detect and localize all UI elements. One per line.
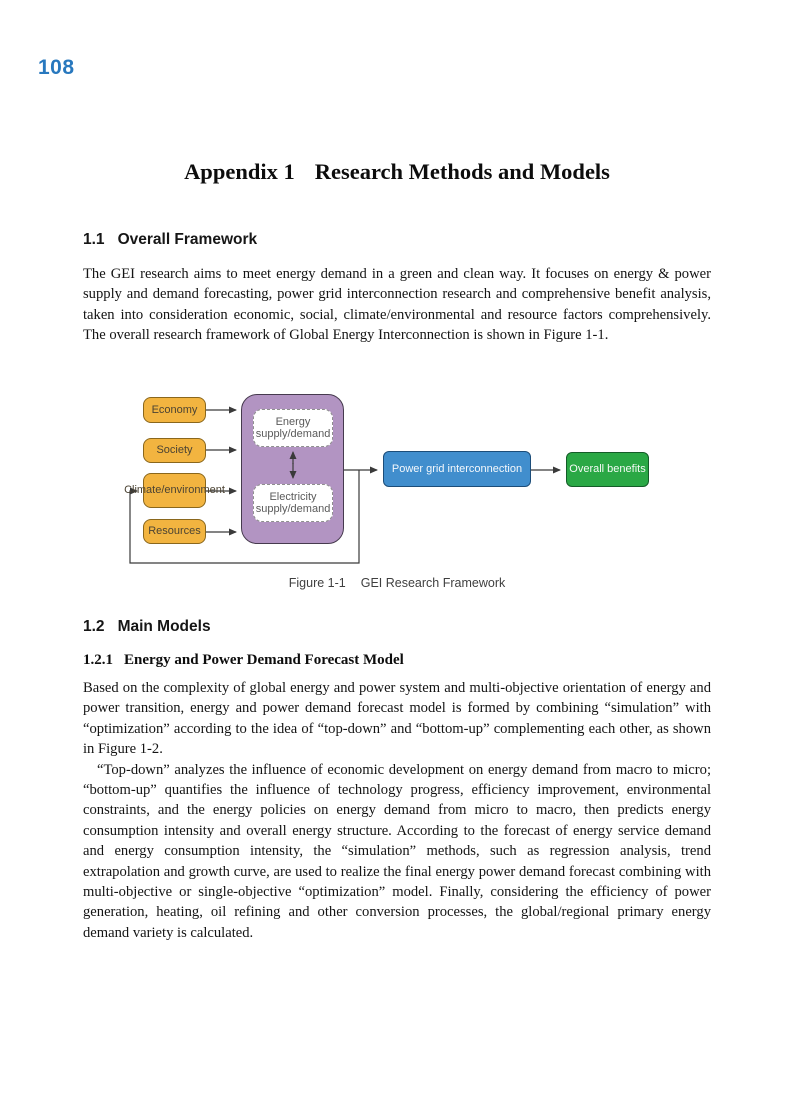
node-resources: Resources <box>143 519 206 544</box>
node-energy-supply-demand: Energy supply/demand <box>253 409 333 447</box>
section-1-2-heading <box>83 618 211 636</box>
section-1-2-1-title: Energy and Power Demand Forecast Model <box>124 652 404 668</box>
paragraph-top-down-bottom-up: “Top-down” analyzes the influence of economic development on energy demand from macro to micro; “bottom-up” quantifies the influence of technology progress, efficiency improvement, environmental constraints, and the energy policies on energy demand from micro to macro, then predicts energy consumption intensity and overall energy structure. According to the forecast of energy service demand and energy consumption intensity, the “simulation” methods, such as regression analysis, trend extrapolation and growth curve, are used to realize the final energy power demand forecast combining with multi-objective or single-objective “optimization” model. Finally, considering the efficiency of power generation, heating, oil refining and other conversion processes, the global/regional primary energy demand variety is calculated. <box>83 761 711 941</box>
section-1-2-1-heading <box>83 652 404 669</box>
appendix-title-text: Research Methods and Models <box>314 159 610 184</box>
node-power-grid-interconnection: Power grid interconnection <box>383 451 531 487</box>
body-text-block <box>83 678 711 943</box>
node-overall-benefits: Overall benefits <box>566 452 649 487</box>
figure-1-1-diagram <box>0 388 794 578</box>
section-1-2-title: Main Models <box>117 618 211 635</box>
section-1-2-1-number: 1.2.1 <box>83 652 113 668</box>
page-number: 108 <box>38 56 75 79</box>
section-1-1-title: Overall Framework <box>117 231 258 248</box>
section-1-1-heading <box>83 231 257 249</box>
node-climate-environment: Climate/environment <box>143 473 206 508</box>
node-society: Society <box>143 438 206 463</box>
node-electricity-supply-demand: Electricity supply/demand <box>253 484 333 522</box>
figure-caption-label: Figure 1-1 <box>288 576 346 590</box>
paragraph-forecast-model: Based on the complexity of global energy and power system and multi-objective orientation of energy and power transition, energy and power demand forecast model is formed by combining “simulation” with “optimization” according to the idea of “top-down” and “bottom-up” complementing each other, as shown in Figure 1-2. <box>83 680 711 758</box>
node-economy: Economy <box>143 397 206 423</box>
section-1-2-number: 1.2 <box>83 618 105 635</box>
appendix-title-label: Appendix 1 <box>184 159 295 184</box>
section-1-1-number: 1.1 <box>83 231 105 248</box>
figure-caption <box>0 576 794 590</box>
appendix-title <box>83 159 711 185</box>
paragraph-overall-framework: The GEI research aims to meet energy demand in a green and clean way. It focuses on energy & power supply and demand forecasting, power grid interconnection research and comprehensive benefit analysis, taken into consideration economic, social, climate/environmental and resource factors comprehensively. The overall research framework of Global Energy Interconnection is shown in Figure 1-1. <box>83 266 711 344</box>
figure-caption-text: GEI Research Framework <box>360 576 506 590</box>
